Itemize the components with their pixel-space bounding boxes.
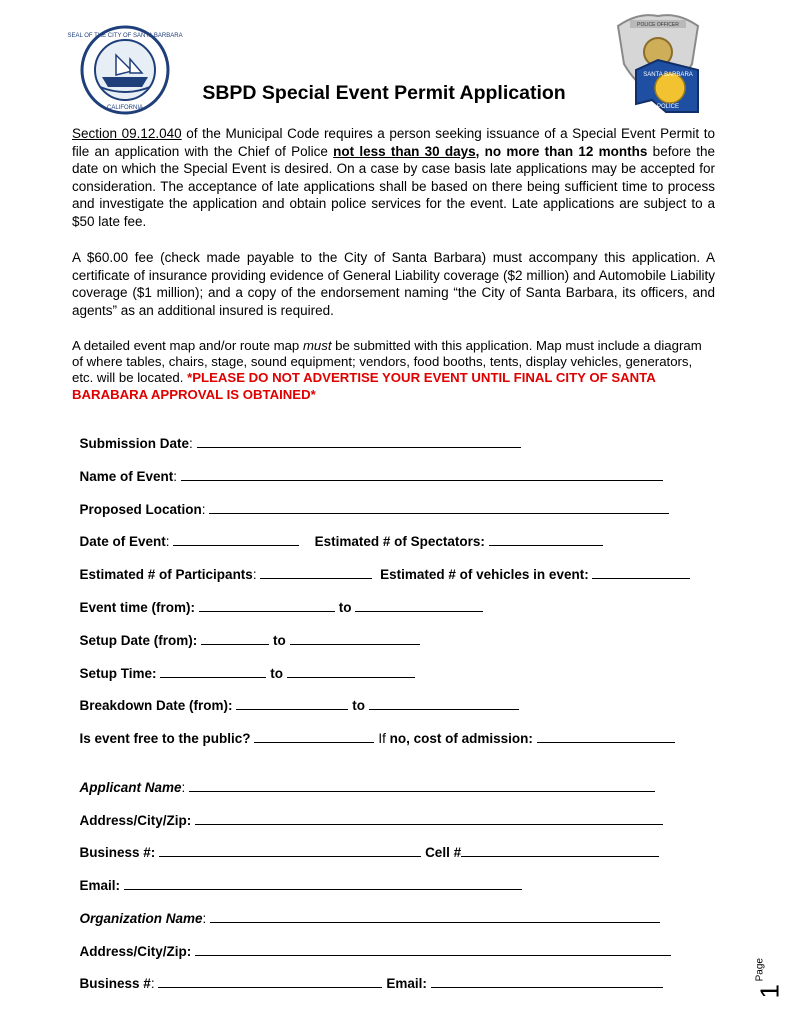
setup-date-from-label: Setup Date (from): — [79, 633, 198, 648]
page-word: Page — [754, 958, 765, 982]
est-participants-field[interactable] — [260, 566, 372, 579]
p3-text-a: A detailed event map and/or route map — [72, 338, 303, 353]
badge-text: POLICE OFFICER — [637, 22, 679, 28]
colon: : — [189, 436, 193, 451]
event-free-label: Is event free to the public? — [79, 731, 251, 746]
to-label: to — [352, 698, 366, 713]
name-of-event-field[interactable] — [181, 468, 663, 481]
cell-field[interactable] — [461, 844, 659, 857]
applicant-address-label: Address/City/Zip: — [79, 813, 192, 828]
p3-text-b: be submitted with this application. Map must include a diagram of where tables, chairs, stage, sound equipment; vendors, food booths, tents, display vehicles, generators, etc. will be located. — [72, 338, 702, 386]
est-spectators-field[interactable] — [489, 533, 603, 546]
event-time-from-field[interactable] — [199, 599, 335, 612]
applicant-business-label: Business #: — [79, 845, 156, 860]
colon: : — [173, 469, 178, 484]
colon: : — [201, 502, 206, 517]
row-event-free — [72, 715, 712, 746]
applicant-name-label: Applicant Name — [79, 780, 182, 795]
event-time-to-field[interactable] — [355, 599, 483, 612]
row-organization-name — [72, 895, 712, 926]
row-date-spectators — [72, 518, 712, 549]
est-spectators-label: Estimated # of Spectators: — [314, 534, 485, 549]
municipal-code-link[interactable]: Section 09.12.040 — [72, 126, 182, 141]
organization-business-label: Business # — [79, 976, 151, 991]
applicant-email-field[interactable] — [124, 877, 522, 890]
breakdown-date-to-field[interactable] — [369, 697, 519, 710]
organization-name-label: Organization Name — [79, 911, 203, 926]
row-event-time — [72, 584, 712, 615]
setup-date-from-field[interactable] — [201, 632, 269, 645]
organization-business-field[interactable] — [158, 975, 382, 988]
patch-text-bottom: POLICE — [656, 104, 680, 110]
colon: : — [252, 567, 257, 582]
applicant-address-field[interactable] — [195, 812, 663, 825]
colon: : — [202, 911, 207, 926]
event-free-field[interactable] — [254, 730, 374, 743]
row-applicant-name — [72, 764, 712, 795]
row-setup-time — [72, 650, 712, 681]
applicant-business-field[interactable] — [159, 844, 421, 857]
row-submission-date — [72, 420, 712, 451]
row-organization-address — [72, 928, 712, 959]
p1-bold-2: no more than 12 months — [484, 143, 648, 159]
cell-label: Cell # — [425, 845, 462, 860]
to-label: to — [273, 633, 286, 648]
organization-email-label: Email: — [386, 976, 427, 991]
date-of-event-field[interactable] — [173, 533, 299, 546]
colon: : — [150, 976, 155, 991]
row-applicant-email — [72, 862, 712, 893]
intro-paragraph-1 — [72, 125, 715, 231]
patch-text-top: SANTA BARBARA — [643, 72, 693, 78]
page-number-value: 1 — [754, 984, 784, 999]
row-name-of-event — [72, 453, 712, 484]
p1-comma: , — [475, 143, 485, 159]
row-breakdown-date — [72, 682, 712, 713]
proposed-location-field[interactable] — [209, 501, 669, 514]
applicant-name-field[interactable] — [189, 779, 655, 792]
setup-time-from-field[interactable] — [160, 665, 266, 678]
row-setup-date — [72, 617, 712, 648]
name-of-event-label: Name of Event — [79, 469, 174, 484]
row-organization-business-email — [72, 960, 712, 991]
p1-text-d: before the date on which the Special Event is desired. On a case by case basis late applications may be accepted for consideration. The acceptance of late applications shall be based on there being sufficient time to process and investigate the application and obtain police services for the event. Late applications are subject to a $50 late fee. — [72, 143, 715, 229]
breakdown-date-from-label: Breakdown Date (from): — [79, 698, 233, 713]
row-applicant-address — [72, 797, 712, 828]
seal-text-top: SEAL OF THE CITY OF SANTA BARBARA — [67, 33, 183, 39]
seal-text-bottom: CALIFORNIA — [106, 105, 144, 111]
row-applicant-business-cell — [72, 829, 712, 860]
organization-name-field[interactable] — [210, 910, 660, 923]
submission-date-field[interactable] — [197, 435, 521, 448]
advertising-warning: *PLEASE DO NOT ADVERTISE YOUR EVENT UNTIL FINAL CITY OF SANTA BARABARA APPROVAL IS OBTAINED* — [72, 370, 656, 402]
est-vehicles-label: Estimated # of vehicles in event: — [380, 567, 589, 582]
row-participants-vehicles — [72, 551, 712, 582]
if-label: If — [378, 731, 390, 746]
p1-text-a: of the Municipal Code requires a person seeking issuance of a Special Event Permit to file an application with the Chief of Police — [72, 126, 715, 159]
page-title: SBPD Special Event Permit Application — [202, 82, 566, 104]
setup-time-label: Setup Time: — [79, 666, 157, 681]
to-label: to — [338, 600, 352, 615]
cost-admission-label: no, cost of admission: — [389, 731, 533, 746]
proposed-location-label: Proposed Location — [79, 502, 202, 517]
intro-paragraph-2: A $60.00 fee (check made payable to the City of Santa Barbara) must accompany this application. A certificate of insurance providing evidence of General Liability coverage ($2 million) and Automobile Liability coverage ($1 million); and a copy of the endorsement naming “the City of Santa Barbara, its officers, and agents” as an additional insured is required. — [72, 250, 715, 318]
breakdown-date-from-field[interactable] — [236, 697, 348, 710]
organization-email-field[interactable] — [431, 975, 663, 988]
cost-admission-field[interactable] — [537, 730, 675, 743]
organization-address-label: Address/City/Zip: — [79, 944, 192, 959]
event-time-from-label: Event time (from): — [79, 600, 196, 615]
p1-bold-1: not less than 30 days — [333, 143, 476, 159]
organization-address-field[interactable] — [195, 943, 671, 956]
colon: : — [181, 780, 186, 795]
row-proposed-location — [72, 486, 712, 517]
submission-date-label: Submission Date — [79, 436, 190, 451]
intro-paragraph-3 — [72, 338, 715, 403]
to-label: to — [270, 666, 284, 681]
setup-date-to-field[interactable] — [290, 632, 420, 645]
p3-must: must — [302, 338, 332, 353]
applicant-email-label: Email: — [79, 878, 121, 893]
date-of-event-label: Date of Event — [79, 534, 166, 549]
est-participants-label: Estimated # of Participants — [79, 567, 253, 582]
colon: : — [165, 534, 170, 549]
est-vehicles-field[interactable] — [592, 566, 690, 579]
setup-time-to-field[interactable] — [287, 665, 415, 678]
